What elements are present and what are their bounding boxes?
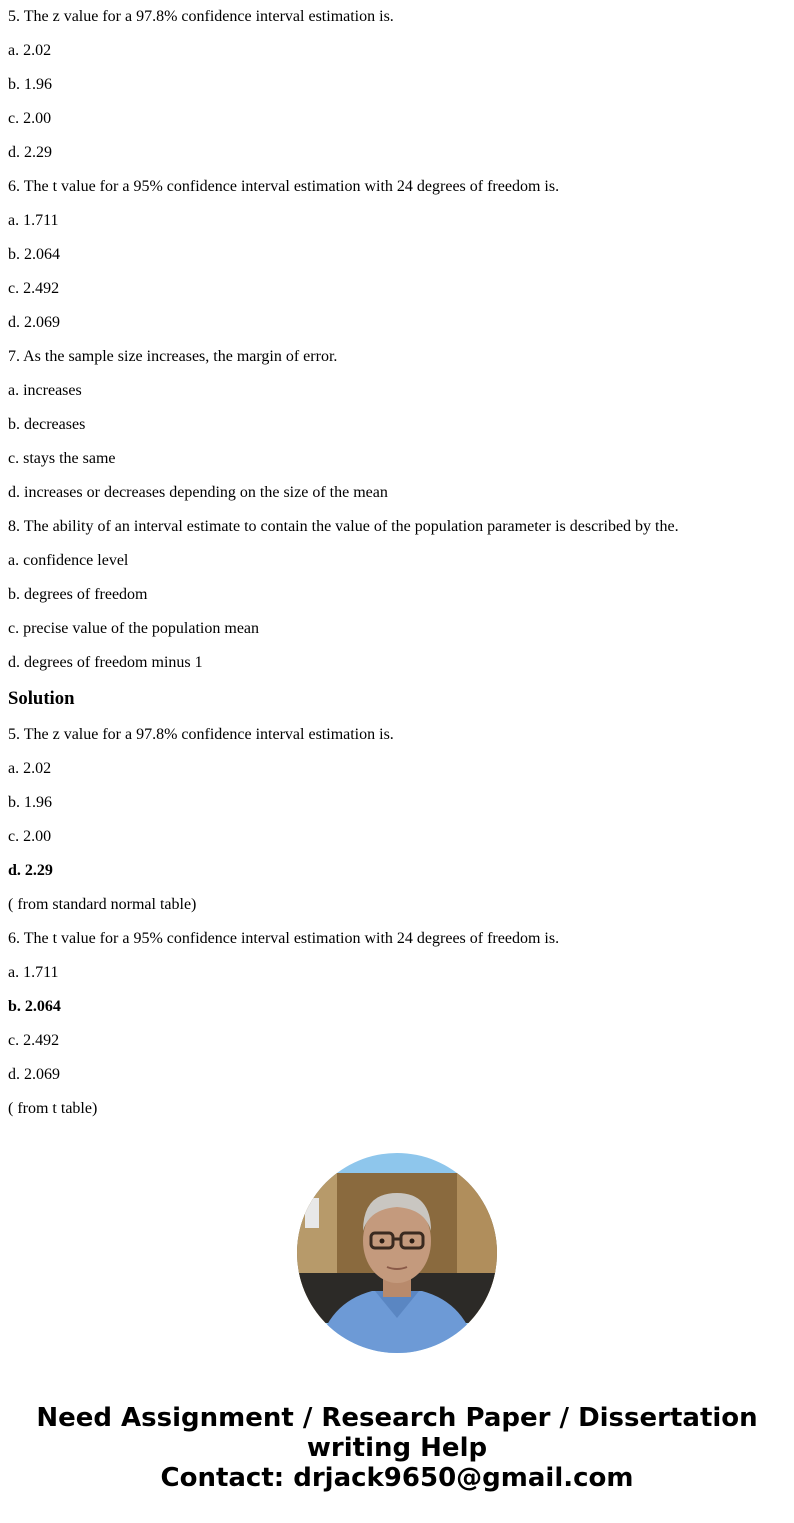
question-5-prompt: 5. The z value for a 97.8% confidence interval estimation is. [8,8,394,25]
solution-5-option-b: b. 1.96 [8,794,52,811]
question-6-option-c: c. 2.492 [8,280,60,297]
solution-5-prompt: 5. The z value for a 97.8% confidence interval estimation is. [8,726,394,743]
question-8-option-b: b. degrees of freedom [8,586,148,603]
question-7-option-d: d. increases or decreases depending on the size of the mean [8,484,388,501]
question-6-option-b: b. 2.064 [8,246,60,263]
solution-5-note: ( from standard normal table) [8,896,197,913]
footer-line-2: writing Help [306,1433,488,1463]
question-5-option-c: c. 2.00 [8,110,52,127]
solution-5-option-c: c. 2.00 [8,828,52,845]
solution-6-prompt: 6. The t value for a 95% confidence interval estimation with 24 degrees of freedom is. [8,930,560,947]
question-6-option-d: d. 2.069 [8,314,60,331]
question-8-option-a: a. confidence level [8,552,129,569]
question-8-option-c: c. precise value of the population mean [8,620,260,637]
question-8-option-d: d. degrees of freedom minus 1 [8,654,203,671]
question-5-option-d: d. 2.29 [8,144,52,161]
solution-6-option-c: c. 2.492 [8,1032,60,1049]
question-8-prompt: 8. The ability of an interval estimate to contain the value of the population parameter is described by the. [8,518,679,535]
author-avatar [297,1153,497,1353]
question-7-prompt: 7. As the sample size increases, the margin of error. [8,348,338,365]
question-7-option-a: a. increases [8,382,82,399]
question-5-option-a: a. 2.02 [8,42,52,59]
solution-6-option-a: a. 1.711 [8,964,59,981]
solution-5-option-a: a. 2.02 [8,760,52,777]
solution-5-answer: d. 2.29 [8,862,53,879]
footer-contact [0,1403,794,1493]
solution-6-note: ( from t table) [8,1100,98,1117]
footer-line-1: Need Assignment / Research Paper / Dissertation [36,1403,758,1433]
question-5-option-b: b. 1.96 [8,76,52,93]
question-7-option-c: c. stays the same [8,450,116,467]
solution-6-option-d: d. 2.069 [8,1066,60,1083]
solution-heading: Solution [8,688,75,709]
solution-6-answer: b. 2.064 [8,998,61,1015]
question-7-option-b: b. decreases [8,416,86,433]
document-body [8,0,786,1134]
question-6-option-a: a. 1.711 [8,212,59,229]
footer-contact-email[interactable]: Contact: drjack9650@gmail.com [160,1463,634,1493]
question-6-prompt: 6. The t value for a 95% confidence interval estimation with 24 degrees of freedom is. [8,178,560,195]
author-portrait-icon [297,1153,497,1353]
